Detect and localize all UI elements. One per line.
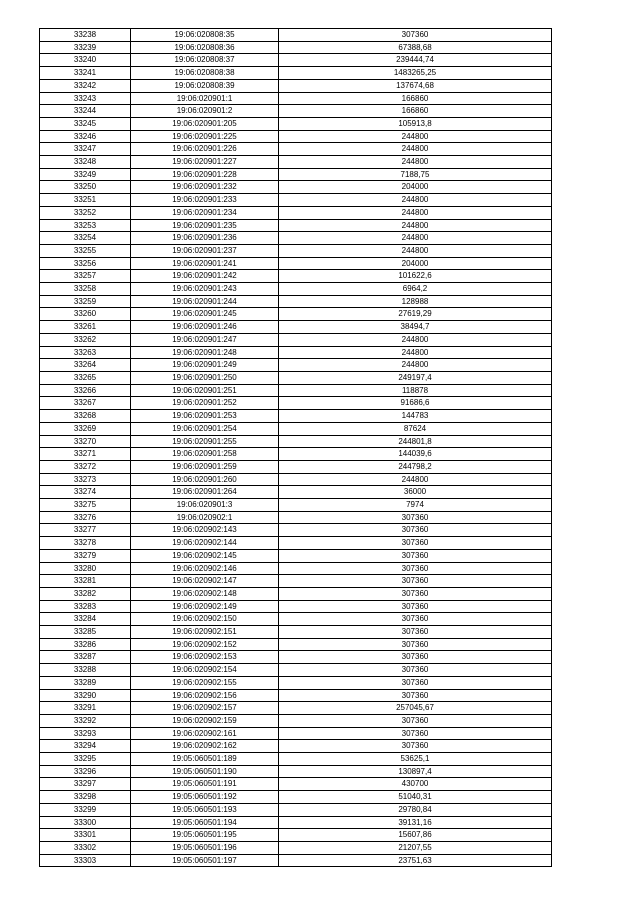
value-cell: 51040,31 (279, 791, 552, 804)
table-row (40, 117, 552, 130)
row-number-cell: 33286 (40, 638, 131, 651)
value-cell: 244800 (279, 143, 552, 156)
cadastral-number-cell: 19:05:060501:190 (131, 765, 279, 778)
cadastral-number-cell: 19:06:020902:147 (131, 575, 279, 588)
table-row (40, 283, 552, 296)
cadastral-number-cell: 19:06:020901:1 (131, 92, 279, 105)
value-cell: 307360 (279, 676, 552, 689)
value-cell: 244800 (279, 473, 552, 486)
cadastral-number-cell: 19:06:020901:252 (131, 397, 279, 410)
value-cell: 244801,8 (279, 435, 552, 448)
table-row (40, 143, 552, 156)
cadastral-number-cell: 19:06:020901:234 (131, 206, 279, 219)
table-row (40, 587, 552, 600)
row-number-cell: 33271 (40, 448, 131, 461)
cadastral-number-cell: 19:06:020901:247 (131, 333, 279, 346)
cadastral-number-cell: 19:06:020902:152 (131, 638, 279, 651)
row-number-cell: 33266 (40, 384, 131, 397)
table-row (40, 486, 552, 499)
value-cell: 1483265,25 (279, 67, 552, 80)
cadastral-number-cell: 19:06:020902:154 (131, 664, 279, 677)
cadastral-number-cell: 19:06:020901:254 (131, 422, 279, 435)
table-row (40, 181, 552, 194)
cadastral-number-cell: 19:06:020902:161 (131, 727, 279, 740)
table-row (40, 765, 552, 778)
table-row (40, 422, 552, 435)
row-number-cell: 33255 (40, 244, 131, 257)
value-cell: 130897,4 (279, 765, 552, 778)
cadastral-number-cell: 19:06:020808:37 (131, 54, 279, 67)
cadastral-number-cell: 19:06:020901:264 (131, 486, 279, 499)
cadastral-number-cell: 19:06:020901:237 (131, 244, 279, 257)
cadastral-number-cell: 19:06:020901:244 (131, 295, 279, 308)
table-row (40, 92, 552, 105)
value-cell: 244798,2 (279, 460, 552, 473)
table-row (40, 308, 552, 321)
value-cell: 204000 (279, 181, 552, 194)
row-number-cell: 33291 (40, 702, 131, 715)
value-cell: 27619,29 (279, 308, 552, 321)
table-row (40, 714, 552, 727)
table-row (40, 740, 552, 753)
row-number-cell: 33248 (40, 156, 131, 169)
table-row (40, 346, 552, 359)
row-number-cell: 33244 (40, 105, 131, 118)
table-row (40, 803, 552, 816)
cadastral-number-cell: 19:06:020902:144 (131, 537, 279, 550)
row-number-cell: 33297 (40, 778, 131, 791)
row-number-cell: 33294 (40, 740, 131, 753)
cadastral-number-cell: 19:06:020902:148 (131, 587, 279, 600)
row-number-cell: 33302 (40, 842, 131, 855)
value-cell: 307360 (279, 613, 552, 626)
value-cell: 430700 (279, 778, 552, 791)
row-number-cell: 33249 (40, 168, 131, 181)
cadastral-number-cell: 19:06:020808:39 (131, 79, 279, 92)
cadastral-number-cell: 19:06:020901:248 (131, 346, 279, 359)
row-number-cell: 33269 (40, 422, 131, 435)
value-cell: 307360 (279, 651, 552, 664)
table-row (40, 359, 552, 372)
row-number-cell: 33260 (40, 308, 131, 321)
value-cell: 307360 (279, 689, 552, 702)
cadastral-number-cell: 19:06:020901:250 (131, 371, 279, 384)
row-number-cell: 33245 (40, 117, 131, 130)
row-number-cell: 33239 (40, 41, 131, 54)
value-cell: 307360 (279, 587, 552, 600)
cadastral-number-cell: 19:06:020901:233 (131, 194, 279, 207)
value-cell: 244800 (279, 156, 552, 169)
value-cell: 53625,1 (279, 753, 552, 766)
cadastral-number-cell: 19:06:020902:153 (131, 651, 279, 664)
value-cell: 307360 (279, 511, 552, 524)
table-row (40, 371, 552, 384)
cadastral-number-cell: 19:06:020901:260 (131, 473, 279, 486)
row-number-cell: 33251 (40, 194, 131, 207)
cadastral-number-cell: 19:06:020901:241 (131, 257, 279, 270)
row-number-cell: 33284 (40, 613, 131, 626)
value-cell: 105913,8 (279, 117, 552, 130)
value-cell: 249197,4 (279, 371, 552, 384)
cadastral-number-cell: 19:05:060501:197 (131, 854, 279, 867)
cadastral-number-cell: 19:06:020902:143 (131, 524, 279, 537)
table-row (40, 537, 552, 550)
table-row (40, 689, 552, 702)
row-number-cell: 33278 (40, 537, 131, 550)
cadastral-number-cell: 19:05:060501:192 (131, 791, 279, 804)
row-number-cell: 33238 (40, 29, 131, 42)
value-cell: 6964,2 (279, 283, 552, 296)
cadastral-number-cell: 19:06:020901:3 (131, 499, 279, 512)
table-row (40, 562, 552, 575)
value-cell: 307360 (279, 626, 552, 639)
table-row (40, 524, 552, 537)
table-row (40, 791, 552, 804)
table-row (40, 702, 552, 715)
value-cell: 239444,74 (279, 54, 552, 67)
value-cell: 128988 (279, 295, 552, 308)
table-row (40, 460, 552, 473)
row-number-cell: 33243 (40, 92, 131, 105)
value-cell: 307360 (279, 549, 552, 562)
row-number-cell: 33262 (40, 333, 131, 346)
table-row (40, 168, 552, 181)
row-number-cell: 33299 (40, 803, 131, 816)
value-cell: 244800 (279, 333, 552, 346)
row-number-cell: 33289 (40, 676, 131, 689)
cadastral-number-cell: 19:06:020902:162 (131, 740, 279, 753)
table-row (40, 67, 552, 80)
value-cell: 87624 (279, 422, 552, 435)
value-cell: 204000 (279, 257, 552, 270)
row-number-cell: 33275 (40, 499, 131, 512)
cadastral-number-cell: 19:06:020901:251 (131, 384, 279, 397)
table-row (40, 79, 552, 92)
table-row (40, 295, 552, 308)
value-cell: 36000 (279, 486, 552, 499)
row-number-cell: 33288 (40, 664, 131, 677)
value-cell: 244800 (279, 130, 552, 143)
value-cell: 244800 (279, 346, 552, 359)
cadastral-number-cell: 19:05:060501:191 (131, 778, 279, 791)
cadastral-number-cell: 19:05:060501:195 (131, 829, 279, 842)
row-number-cell: 33282 (40, 587, 131, 600)
row-number-cell: 33241 (40, 67, 131, 80)
cadastral-number-cell: 19:06:020901:225 (131, 130, 279, 143)
table-row (40, 499, 552, 512)
table-row (40, 333, 552, 346)
row-number-cell: 33274 (40, 486, 131, 499)
value-cell: 21207,55 (279, 842, 552, 855)
row-number-cell: 33250 (40, 181, 131, 194)
row-number-cell: 33268 (40, 410, 131, 423)
cadastral-number-cell: 19:05:060501:194 (131, 816, 279, 829)
value-cell: 7974 (279, 499, 552, 512)
cadastral-number-cell: 19:06:020902:151 (131, 626, 279, 639)
value-cell: 244800 (279, 206, 552, 219)
row-number-cell: 33246 (40, 130, 131, 143)
table-row (40, 854, 552, 867)
table-row (40, 842, 552, 855)
value-cell: 137674,68 (279, 79, 552, 92)
row-number-cell: 33281 (40, 575, 131, 588)
value-cell: 307360 (279, 664, 552, 677)
row-number-cell: 33258 (40, 283, 131, 296)
value-cell: 307360 (279, 714, 552, 727)
row-number-cell: 33267 (40, 397, 131, 410)
value-cell: 15607,86 (279, 829, 552, 842)
row-number-cell: 33270 (40, 435, 131, 448)
row-number-cell: 33247 (40, 143, 131, 156)
table-row (40, 575, 552, 588)
row-number-cell: 33285 (40, 626, 131, 639)
table-row (40, 613, 552, 626)
row-number-cell: 33280 (40, 562, 131, 575)
table-row (40, 232, 552, 245)
value-cell: 166860 (279, 105, 552, 118)
row-number-cell: 33259 (40, 295, 131, 308)
table-row (40, 257, 552, 270)
row-number-cell: 33296 (40, 765, 131, 778)
row-number-cell: 33290 (40, 689, 131, 702)
table-row (40, 29, 552, 42)
value-cell: 244800 (279, 359, 552, 372)
cadastral-number-cell: 19:05:060501:189 (131, 753, 279, 766)
table-row (40, 156, 552, 169)
value-cell: 67388,68 (279, 41, 552, 54)
row-number-cell: 33265 (40, 371, 131, 384)
cadastral-number-cell: 19:06:020902:156 (131, 689, 279, 702)
cadastral-number-cell: 19:06:020808:38 (131, 67, 279, 80)
table-row (40, 778, 552, 791)
row-number-cell: 33273 (40, 473, 131, 486)
value-cell: 38494,7 (279, 321, 552, 334)
value-cell: 307360 (279, 524, 552, 537)
table-row (40, 664, 552, 677)
table-body (40, 29, 552, 867)
cadastral-number-cell: 19:06:020901:255 (131, 435, 279, 448)
value-cell: 118878 (279, 384, 552, 397)
table-row (40, 638, 552, 651)
table-row (40, 321, 552, 334)
cadastral-number-cell: 19:06:020902:149 (131, 600, 279, 613)
value-cell: 307360 (279, 562, 552, 575)
value-cell: 307360 (279, 29, 552, 42)
value-cell: 91686,6 (279, 397, 552, 410)
value-cell: 144783 (279, 410, 552, 423)
cadastral-number-cell: 19:06:020902:146 (131, 562, 279, 575)
cadastral-number-cell: 19:06:020901:246 (131, 321, 279, 334)
value-cell: 144039,6 (279, 448, 552, 461)
cadastral-number-cell: 19:06:020901:227 (131, 156, 279, 169)
cadastral-number-cell: 19:06:020902:159 (131, 714, 279, 727)
value-cell: 23751,63 (279, 854, 552, 867)
table-row (40, 676, 552, 689)
cadastral-number-cell: 19:06:020901:2 (131, 105, 279, 118)
row-number-cell: 33301 (40, 829, 131, 842)
cadastral-number-cell: 19:05:060501:196 (131, 842, 279, 855)
table-row (40, 206, 552, 219)
table-row (40, 397, 552, 410)
row-number-cell: 33257 (40, 270, 131, 283)
value-cell: 244800 (279, 232, 552, 245)
cadastral-number-cell: 19:06:020902:1 (131, 511, 279, 524)
row-number-cell: 33298 (40, 791, 131, 804)
table-row (40, 384, 552, 397)
value-cell: 307360 (279, 638, 552, 651)
row-number-cell: 33287 (40, 651, 131, 664)
value-cell: 244800 (279, 219, 552, 232)
value-cell: 244800 (279, 194, 552, 207)
table-row (40, 219, 552, 232)
row-number-cell: 33283 (40, 600, 131, 613)
value-cell: 307360 (279, 727, 552, 740)
row-number-cell: 33277 (40, 524, 131, 537)
table-row (40, 54, 552, 67)
row-number-cell: 33253 (40, 219, 131, 232)
table-row (40, 194, 552, 207)
value-cell: 101622,6 (279, 270, 552, 283)
value-cell: 39131,16 (279, 816, 552, 829)
cadastral-number-cell: 19:06:020902:155 (131, 676, 279, 689)
row-number-cell: 33293 (40, 727, 131, 740)
row-number-cell: 33256 (40, 257, 131, 270)
row-number-cell: 33279 (40, 549, 131, 562)
table-row (40, 511, 552, 524)
row-number-cell: 33264 (40, 359, 131, 372)
table-row (40, 473, 552, 486)
row-number-cell: 33303 (40, 854, 131, 867)
cadastral-number-cell: 19:06:020901:253 (131, 410, 279, 423)
row-number-cell: 33240 (40, 54, 131, 67)
row-number-cell: 33261 (40, 321, 131, 334)
cadastral-number-cell: 19:06:020901:258 (131, 448, 279, 461)
table-row (40, 727, 552, 740)
row-number-cell: 33292 (40, 714, 131, 727)
cadastral-number-cell: 19:06:020901:245 (131, 308, 279, 321)
table-row (40, 816, 552, 829)
table-row (40, 105, 552, 118)
value-cell: 307360 (279, 537, 552, 550)
table-row (40, 829, 552, 842)
cadastral-number-cell: 19:06:020902:150 (131, 613, 279, 626)
table-row (40, 244, 552, 257)
cadastral-number-cell: 19:06:020901:232 (131, 181, 279, 194)
table-row (40, 626, 552, 639)
table-row (40, 651, 552, 664)
row-number-cell: 33263 (40, 346, 131, 359)
row-number-cell: 33272 (40, 460, 131, 473)
table-row (40, 270, 552, 283)
value-cell: 29780,84 (279, 803, 552, 816)
table-row (40, 130, 552, 143)
row-number-cell: 33295 (40, 753, 131, 766)
row-number-cell: 33276 (40, 511, 131, 524)
table-row (40, 41, 552, 54)
cadastral-number-cell: 19:06:020901:243 (131, 283, 279, 296)
cadastral-number-cell: 19:06:020901:236 (131, 232, 279, 245)
cadastral-number-cell: 19:06:020808:36 (131, 41, 279, 54)
cadastral-number-cell: 19:06:020901:259 (131, 460, 279, 473)
row-number-cell: 33300 (40, 816, 131, 829)
row-number-cell: 33242 (40, 79, 131, 92)
row-number-cell: 33252 (40, 206, 131, 219)
value-cell: 244800 (279, 244, 552, 257)
cadastral-number-cell: 19:06:020808:35 (131, 29, 279, 42)
table-row (40, 549, 552, 562)
cadastral-number-cell: 19:06:020901:235 (131, 219, 279, 232)
table-row (40, 435, 552, 448)
value-cell: 307360 (279, 600, 552, 613)
table-row (40, 753, 552, 766)
table-row (40, 448, 552, 461)
data-table (39, 28, 552, 867)
cadastral-number-cell: 19:05:060501:193 (131, 803, 279, 816)
table-row (40, 410, 552, 423)
table-row (40, 600, 552, 613)
value-cell: 307360 (279, 575, 552, 588)
value-cell: 307360 (279, 740, 552, 753)
value-cell: 7188,75 (279, 168, 552, 181)
cadastral-number-cell: 19:06:020901:249 (131, 359, 279, 372)
cadastral-number-cell: 19:06:020901:228 (131, 168, 279, 181)
cadastral-number-cell: 19:06:020902:145 (131, 549, 279, 562)
value-cell: 257045,67 (279, 702, 552, 715)
row-number-cell: 33254 (40, 232, 131, 245)
cadastral-number-cell: 19:06:020901:205 (131, 117, 279, 130)
value-cell: 166860 (279, 92, 552, 105)
cadastral-number-cell: 19:06:020902:157 (131, 702, 279, 715)
cadastral-number-cell: 19:06:020901:226 (131, 143, 279, 156)
cadastral-number-cell: 19:06:020901:242 (131, 270, 279, 283)
